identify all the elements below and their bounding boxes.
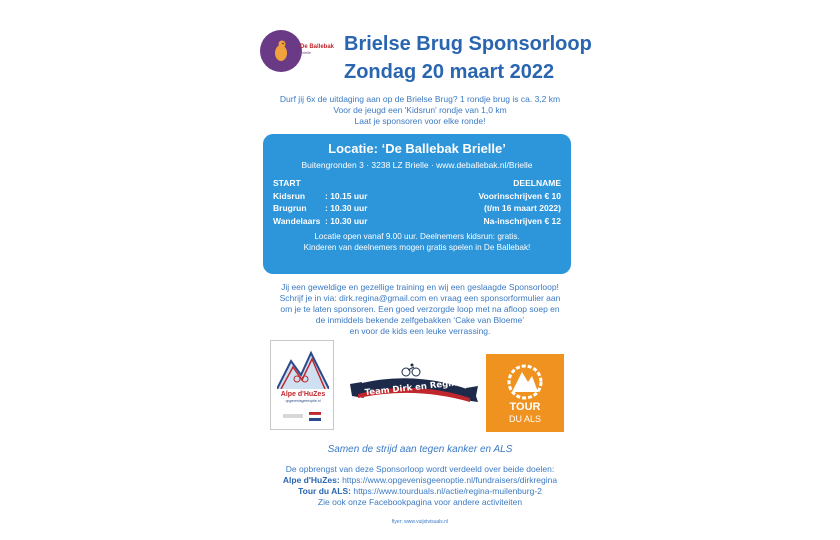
location-footer-line: Locatie open vanaf 9.00 uur. Deelnemers kidsrun: gratis.: [314, 232, 520, 241]
signup-line: om je te laten sponsoren. Een goed verzorgde loop met na afloop soep en: [280, 304, 560, 314]
intro-line: Durf jij 6x de uitdaging aan op de Brielse Brug? 1 rondje brug is ca. 3,2 km: [279, 94, 561, 104]
location-address: Buitengronden 3 · 3238 LZ Brielle · www.deballebak.nl/Brielle: [301, 160, 533, 170]
start-row: [273, 190, 417, 203]
alpe-dhuzes-logo: [270, 340, 334, 430]
start-time: : 10.15 uur: [325, 190, 368, 201]
logo-sub: Brielle: [300, 50, 312, 55]
cyclist-icon: [402, 364, 420, 377]
start-header: START: [273, 178, 301, 188]
location-title: Locatie: ‘De Ballebak Brielle’: [328, 141, 506, 156]
deelname-row: Na-inschrijven € 12: [483, 215, 561, 226]
start-label: Brugrun: [273, 203, 307, 213]
deelname-column: [417, 177, 561, 227]
logo-name: De Ballebak: [300, 44, 335, 50]
signup-text: [180, 282, 660, 337]
logo-text: [300, 44, 334, 55]
tour-url[interactable]: https://www.tourduals.nl/actie/regina-muilenburg-2: [351, 486, 542, 496]
sponsor-logos: [270, 338, 570, 434]
donation-info: [180, 464, 660, 508]
intro-line: Laat je sponsoren voor elke ronde!: [354, 116, 486, 126]
tour-du-als-logo: [486, 354, 564, 432]
start-label: Wandelaars: [273, 215, 321, 226]
signup-line: Jij een geweldige en gezellige training en wij een geslaagde Sponsorloop!: [281, 282, 559, 292]
ballebak-logo: [260, 30, 302, 72]
title-line-2: Zondag 20 maart 2022: [344, 61, 555, 83]
donation-line: De opbrengst van deze Sponsorloop wordt verdeeld over beide doelen:: [285, 464, 555, 474]
alpe-url[interactable]: https://www.opgevenisgeenoptie.nl/fundraisers/dirkregina: [339, 475, 558, 485]
location-footer: [273, 231, 561, 253]
start-time: : 10.30 uur: [325, 203, 368, 213]
deelname-header: DEELNAME: [513, 178, 561, 188]
team-ribbon: [350, 362, 478, 410]
deelname-row: Voorinschrijven € 10: [478, 190, 561, 201]
alpe-brand: Alpe d'HuZes: [280, 391, 326, 398]
mountain-icon: [277, 349, 329, 389]
ribbon-text: Team Dirk en Regina: [364, 377, 464, 399]
signup-line: de inmiddels bekende zelfgebakken ‘Cake van Bloeme’: [315, 315, 525, 325]
alpe-label: Alpe d'HuZes:: [282, 475, 340, 485]
tour-word-2: DU ALS: [508, 414, 541, 424]
location-footer-line: Kinderen van deelnemers mogen gratis spelen in De Ballebak!: [303, 243, 531, 252]
start-column: [273, 177, 417, 227]
deelname-row: (t/m 16 maart 2022): [483, 203, 561, 213]
start-time: : 10.30 uur: [325, 215, 368, 226]
tour-label: Tour du ALS:: [298, 486, 351, 496]
signup-line: Schrijf je in via: dirk.regina@gmail.com en vraag een sponsorformulier aan: [279, 293, 561, 303]
title-line-1: Brielse Brug Sponsorloop: [344, 33, 592, 55]
alpe-link-line: [180, 475, 660, 486]
signup-line: en voor de kids een leuke verrassing.: [349, 326, 491, 336]
flyer-credit: flyer: www.vuijstvisuals.nl: [391, 519, 449, 525]
tour-link-line: [180, 486, 660, 497]
tagline: Samen de strijd aan tegen kanker en ALS: [327, 444, 513, 455]
intro-text: [180, 94, 660, 127]
schedule-grid: [273, 177, 561, 227]
flag-icon: [281, 411, 325, 421]
gear-mountain-icon: [502, 360, 548, 400]
tour-word: TOUR: [509, 401, 541, 413]
kangaroo-icon: [271, 39, 291, 63]
page-title: [344, 30, 592, 86]
start-row: [273, 202, 417, 215]
start-label: Kidsrun: [273, 190, 306, 201]
intro-line: Voor de jeugd een 'Kidsrun' rondje van 1,0 km: [333, 105, 507, 115]
location-box: [263, 134, 571, 274]
alpe-sub: opgevenisgeenoptie.nl: [285, 399, 321, 403]
facebook-line: Zie ook onze Facebookpagina voor andere activiteiten: [317, 497, 523, 507]
start-row: [273, 215, 417, 228]
